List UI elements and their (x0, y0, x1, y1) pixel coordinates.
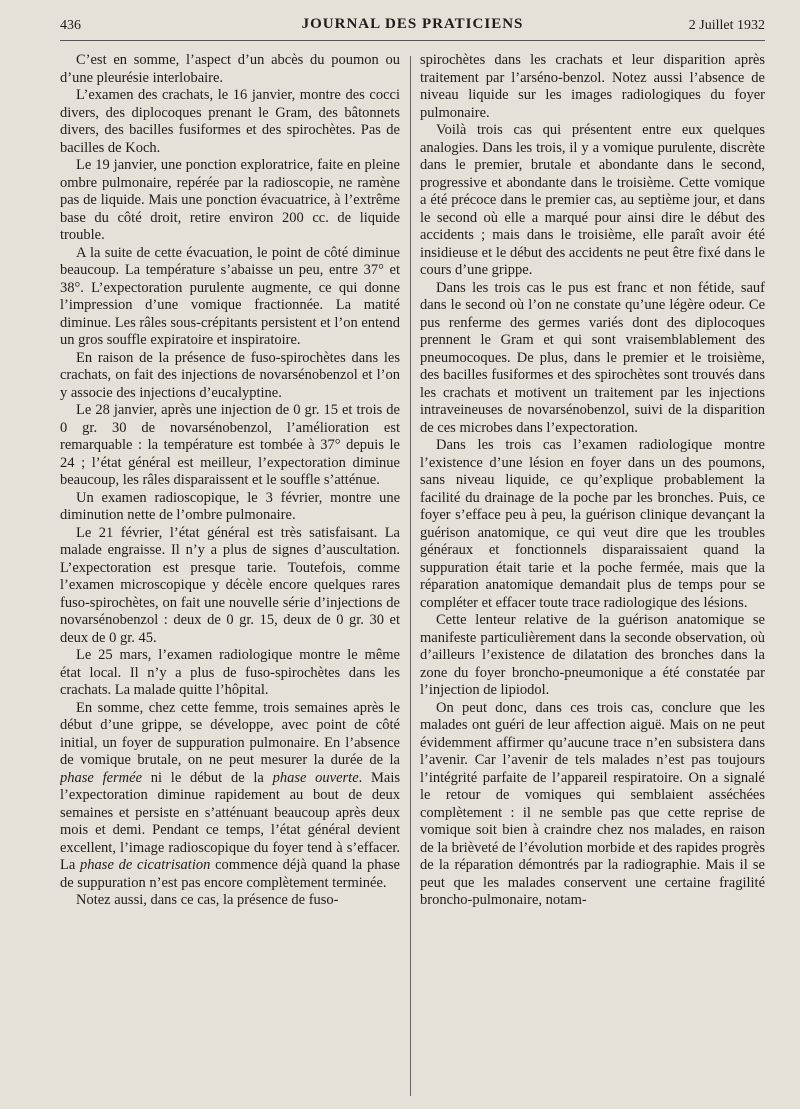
page-number: 436 (60, 18, 81, 33)
summary-text: En somme, chez cette femme, trois semaines après le début d’une grippe, se développe, avec point de côté initial, un foyer de suppuration pulmonaire. En l’absence de vomique brutale, on ne peut mesurer la durée de la (60, 699, 400, 768)
summary-paragraph (60, 700, 400, 893)
paragraph: spirochètes dans les crachats et leur disparition après traitement par l’arséno-benzol. Notez aussi l’absence de niveau liquide sur les images radiologiques du foyer pulmonaire. (420, 52, 765, 121)
summary-text: commence déjà quand la phase de suppuration n’est pas encore complètement terminée. (60, 857, 400, 891)
paragraph: Le 25 mars, l’examen radiologique montre le même état local. Il n’y a plus de fuso-spirochètes dans les crachats. La malade quitte l’hôpital. (60, 647, 400, 698)
paragraph: A la suite de cette évacuation, le point de côté diminue beaucoup. La température s’abaisse un peu, entre 37° et 38°. L’expectoration purulente augmente, ce qui donne l’impression d’une vomique fractionnée. La matité diminue. Les râles sous-crépitants persistent et l’on entend un gros souffle expiratoire et inspiratoire. (60, 244, 400, 348)
header-rule (60, 40, 765, 41)
phase-term: phase ouverte (272, 769, 359, 786)
paragraph: Le 28 janvier, après une injection de 0 gr. 15 et trois de 0 gr. 30 de novarsénobenzol, l’amélioration est remarquable : la température est tombée à 37° depuis le 24 ; l’état général est meilleur, l’expectoration diminue beaucoup, les râles disparaissent et le souffle s’atténue. (60, 402, 400, 488)
phase-term: phase fermée (60, 769, 143, 786)
column-divider (410, 56, 411, 1096)
paragraph: Voilà trois cas qui présentent entre eux quelques analogies. Dans les trois, il y a vomique purulente, discrète dans le premier, brutale et abondante dans le second, progressive et abondante dans le troisième. Cette vomique a été précoce dans le premier cas, au septième jour, et dans le second où elle a marqué pour ainsi dire le début des accidents ; mais dans le troisième, elle paraît avoir été insidieuse et le début des accidents ne peut être fixé dans le cours d’une grippe. (420, 122, 765, 278)
paragraph: Cette lenteur relative de la guérison anatomique se manifeste particulièrement dans la seconde observation, où d’ailleurs l’existence de dilatation des bronches dans la zone du foyer broncho-pneumonique a été constatée par l’injection de lipiodol. (420, 612, 765, 698)
right-column (420, 52, 765, 1102)
paragraph: Un examen radioscopique, le 3 février, montre une diminution nette de l’ombre pulmonaire. (60, 489, 400, 523)
paragraph: C’est en somme, l’aspect d’un abcès du poumon ou d’une pleurésie interlobaire. (60, 52, 400, 86)
left-column (60, 52, 400, 1102)
paragraph: Le 21 février, l’état général est très satisfaisant. La malade engraisse. Il n’y a plus de signes d’auscultation. L’expectoration est presque tarie. Toutefois, comme l’examen microscopique y décèle encore quelques rares fuso-spirochètes, on fait une nouvelle série d’injections de novarsénobenzol : deux de 0 gr. 15, deux de 0 gr. 30 et deux de 0 gr. 45. (60, 524, 400, 646)
paragraph: Le 19 janvier, une ponction exploratrice, faite en pleine ombre pulmonaire, repérée par la radioscopie, ne ramène pas de liquide. Mais une ponction évacuatrice, à l’extrême base du côté droit, retire environ 200 cc. de liquide trouble. (60, 157, 400, 243)
journal-title: JOURNAL DES PRATICIENS (301, 16, 524, 32)
summary-text: . Mais l’expectoration diminue rapidement au bout de deux semaines et persiste en s’atténuant beaucoup après deux mois et demi. Pendant ce temps, l’état général devient excellent, l’image radioscopique du foyer tend à s’effacer. La (60, 769, 400, 873)
paragraph: Dans les trois cas l’examen radiologique montre l’existence d’une lésion en foyer dans un des poumons, sans niveau liquide, ce qu’explique probablement la facilité du drainage de la poche par les bronches. Puis, ce foyer s’efface peu à peu, la guérison clinique devançant la guérison anatomique, ce qui veut dire que les troubles généraux et fonctionnels disparaissaient quand la suppuration était tarie et la poche fermée, mais que la réparation anatomique demandait plus de temps pour se compléter et effacer toute trace radiologique des lésions. (420, 437, 765, 611)
paragraph: L’examen des crachats, le 16 janvier, montre des cocci divers, des diplocoques prenant le Gram, des bâtonnets divers, des bacilles fusiformes et des spirochètes. Pas de bacilles de Koch. (60, 87, 400, 156)
paragraph: En raison de la présence de fuso-spirochètes dans les crachats, on fait des injections de novarsénobenzol et l’on y associe des injections d’eucalyptine. (60, 349, 400, 401)
paragraph: Notez aussi, dans ce cas, la présence de fuso- (76, 892, 339, 908)
paragraph: On peut donc, dans ces trois cas, conclure que les malades ont guéri de leur affection aiguë. Mais on ne peut évidemment affirmer qu’aucune trace n’en subsistera dans l’avenir. Car l’avenir de tels malades n’est pas toujours l’intégrité parfaite de l’appareil respiratoire. On a signalé le retour de vomiques qui semblaient asséchées complètement : il ne semble pas que cette reprise de vomique soit bien à craindre chez nos malades, en raison de la brièveté de l’évolution morbide et des rapides progrès de la réparation démontrés par la radiographie. Mais il se peut que les malades conservent une certaine fragilité broncho-pulmonaire, notam- (420, 699, 765, 908)
phase-term: phase de cicatrisation (80, 857, 211, 873)
summary-text: ni le début de la (142, 769, 273, 786)
paragraph: Dans les trois cas le pus est franc et non fétide, sauf dans le second où l’on ne constate qu’une légère odeur. Ce pus renferme des germes variés dont des diplocoques prennent le Gram et qui sont vraisemblablement des pneumocoques. De plus, dans le premier et le troisième, des bacilles fusiformes et des spirochètes sont trouvés dans les crachats et motivent un traitement par les injections intraveineuses de novarsénobenzol, suivi de la disparition de ces microbes dans l’expectoration. (420, 279, 765, 436)
page-header (60, 14, 765, 36)
issue-date: 2 Juillet 1932 (688, 18, 765, 33)
